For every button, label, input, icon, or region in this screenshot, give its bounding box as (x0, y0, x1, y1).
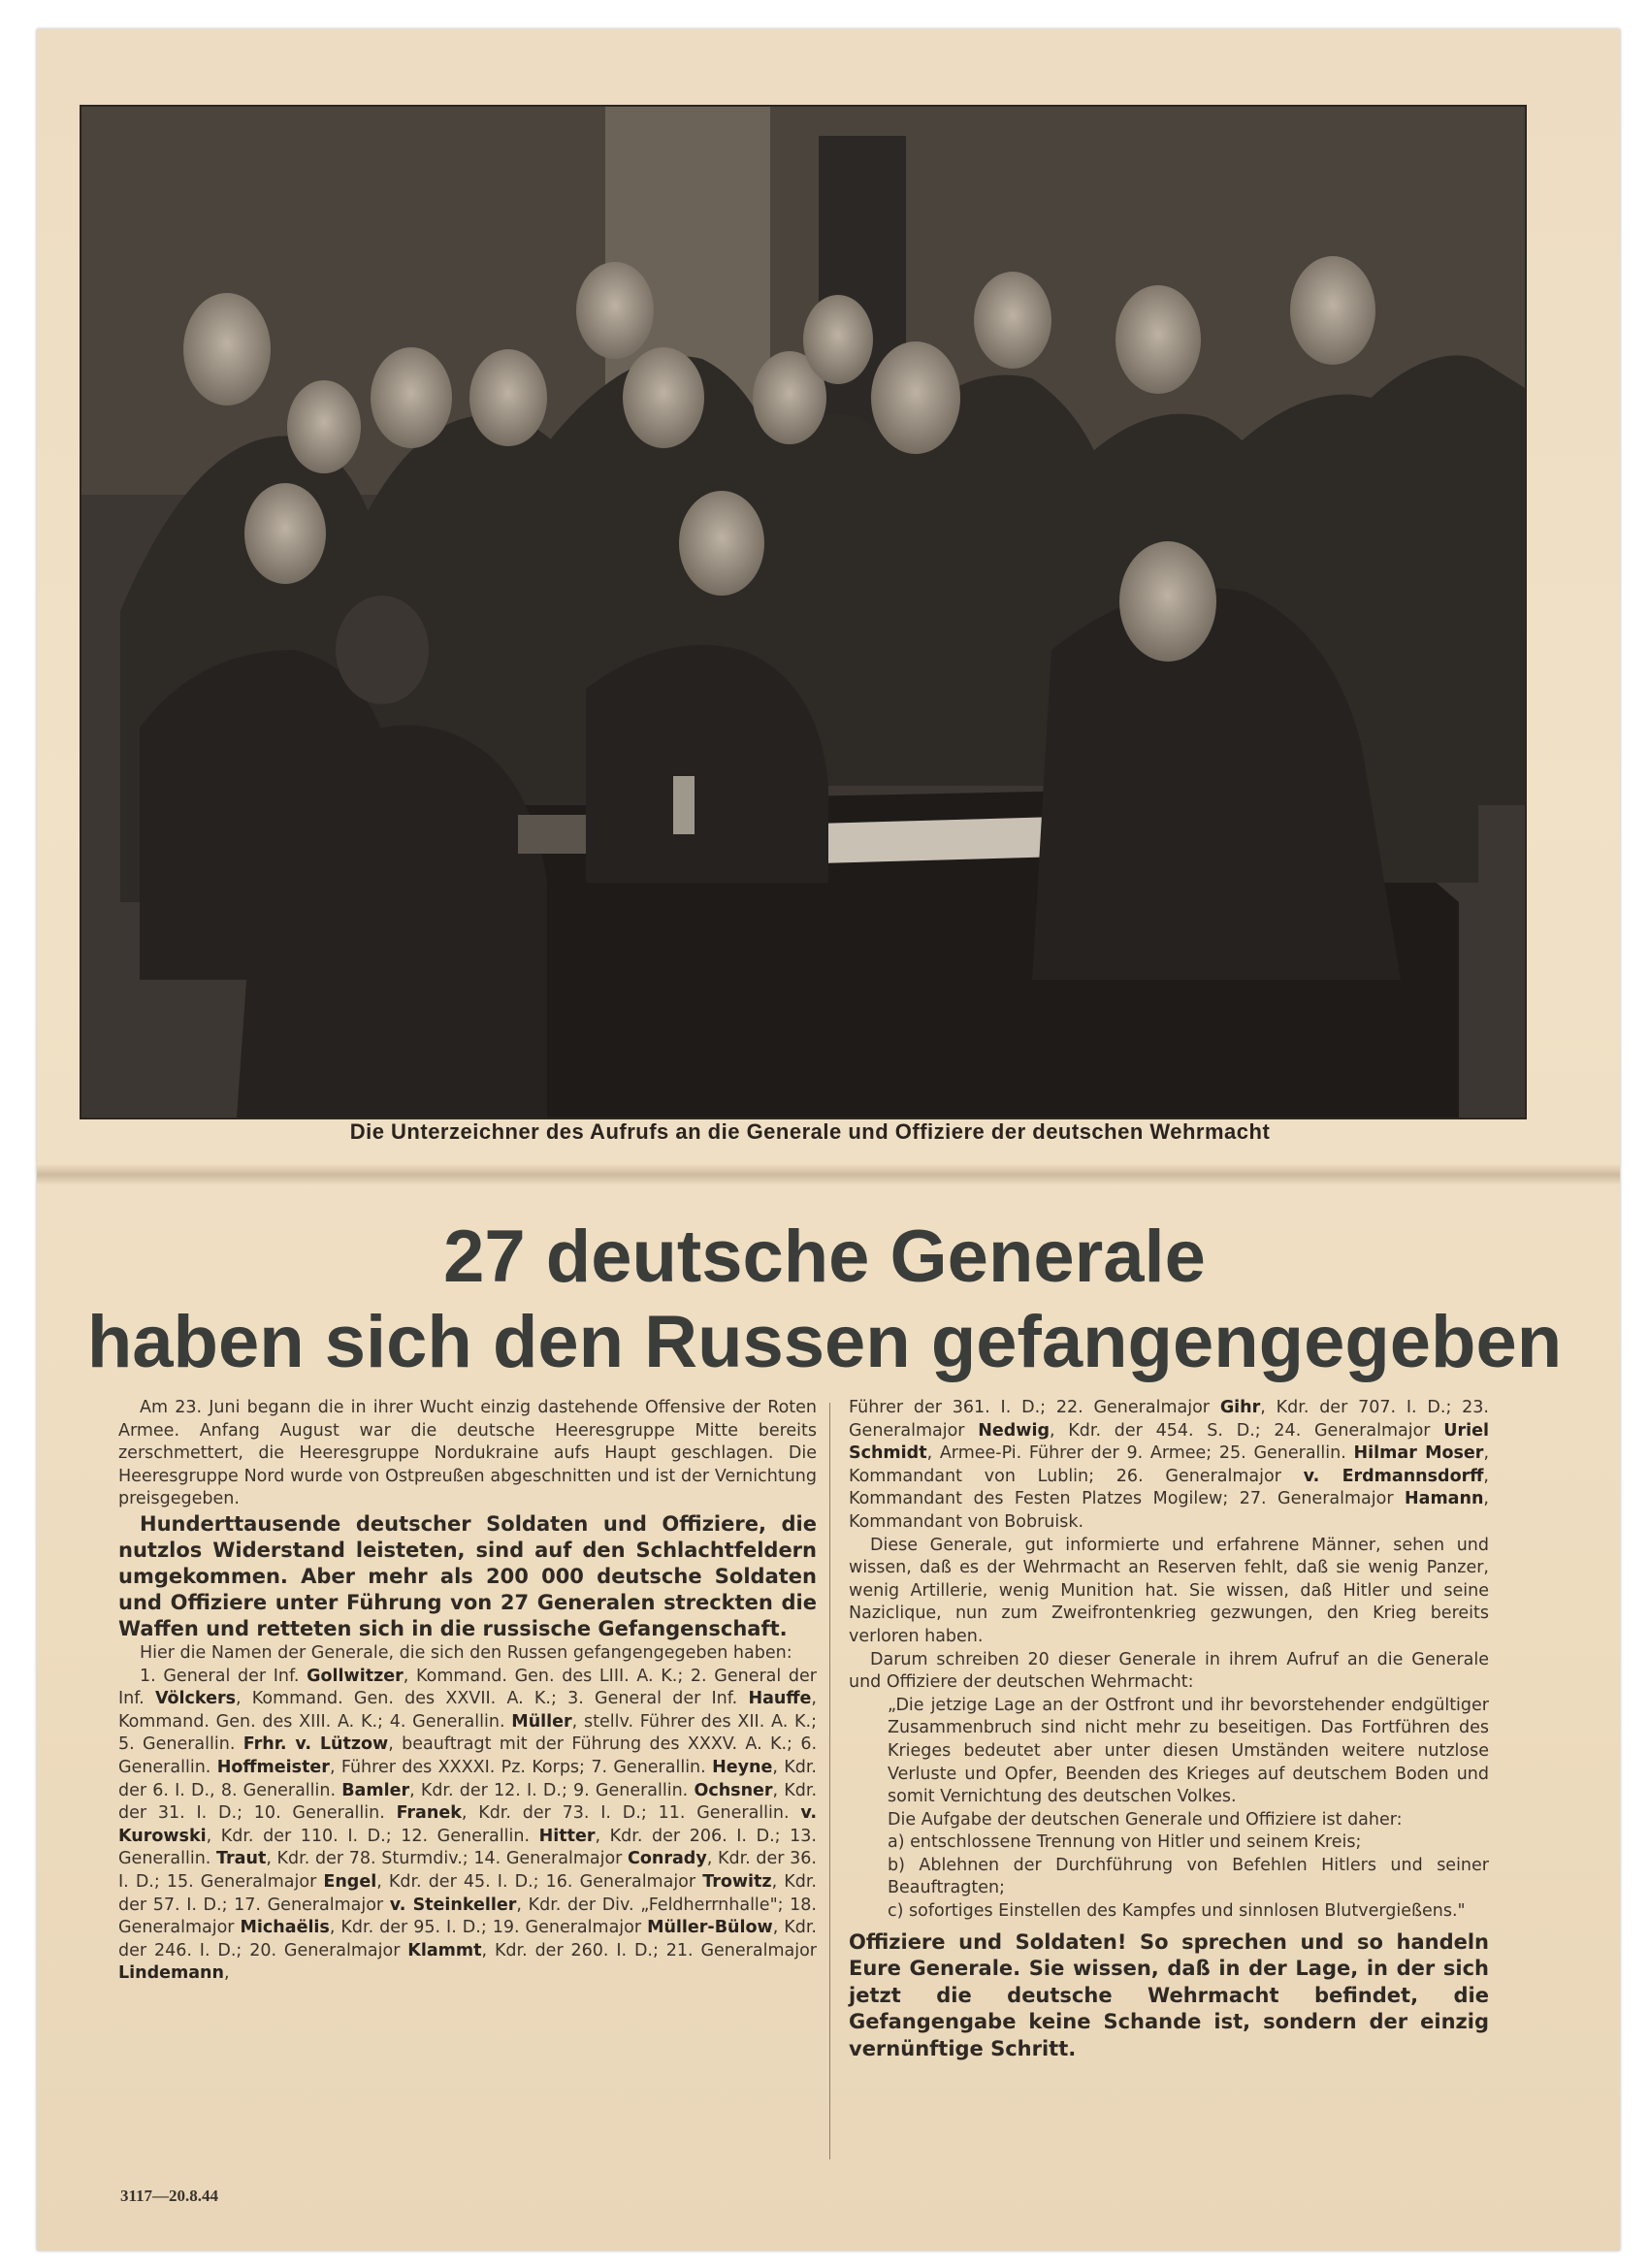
general-rank: 18. Generalmajor (118, 1895, 817, 1938)
general-command: , Kdr. der 45. I. D.; (376, 1871, 546, 1892)
general-name: v. Kurowski (118, 1803, 817, 1846)
general-name: Ochsner (694, 1780, 773, 1800)
column-divider (829, 1403, 830, 2159)
print-code: 3117—20.8.44 (120, 2187, 219, 2205)
general-name: Müller-Bülow (647, 1918, 773, 1938)
general-rank: 7. Generallin. (591, 1757, 713, 1777)
general-command: , stellv. Führer des XII. A. K.; (571, 1711, 817, 1732)
general-command: , Kdr. der 57. I. D.; (118, 1871, 817, 1915)
general-command: , Führer des XXXXI. Pz. Korps; (329, 1757, 592, 1777)
general-command: , Kdr. der 12. I. D.; (409, 1780, 574, 1800)
general-rank: 26. Generalmajor (1116, 1466, 1304, 1486)
general-name: v. Erdmannsdorff (1303, 1466, 1484, 1486)
general-command: , Kdr. der 31. I. D.; (118, 1780, 818, 1824)
general-command: , Kdr. der 6. I. D., (118, 1757, 817, 1800)
general-rank: 12. Generallin. (401, 1826, 539, 1846)
general-rank: 9. Generallin. (573, 1780, 695, 1800)
general-command: , Kdr. der 206. I. D.; (595, 1826, 791, 1846)
intro-paragraph: Am 23. Juni begann die in ihrer Wucht einzig dastehende Offensive der Roten Armee. Anfang August war die deutsche Heeresgruppe Mitte bereits zerschmettert, die Heeresgruppe Nordukraine aufs Haupt geschlagen. Die Heeresgruppe Nord wurde von Ostpreußen abgeschnitten und ist der Vernichtung preisgegeben. (118, 1398, 817, 1509)
task-item-a: a) entschlossene Trennung von Hitler und seinem Kreis; (888, 1832, 1362, 1853)
appeal-quote: „Die jetzige Lage an der Ostfront und ihr bevorstehender endgültiger Zusammenbruch sind nicht mehr zu beseitigen. Das Fortführen des Krieges bedeutet aber unter diesen Umständen weitere nutzlose Verluste und Opfer, Beenden des Krieges auf deutschem Boden und somit Vernichtung des deutschen Volkes. (888, 1695, 1489, 1807)
headline-line-2: haben sich den Russen gefangengegeben (86, 1301, 1563, 1383)
general-name: Hoffmeister (216, 1757, 330, 1777)
headline-line-1: 27 deutsche Generale (443, 1215, 1206, 1298)
general-command: , Kdr. der 73. I. D.; (461, 1803, 659, 1824)
general-name: Völckers (154, 1689, 237, 1709)
general-command: , Armee-Pi. Führer der 9. Armee; (926, 1443, 1219, 1464)
general-name: Frhr. v. Lützow (242, 1734, 389, 1755)
bold-paragraph: Hunderttausende deutscher Soldaten und Offiziere, die nutzlos Widerstand leisteten, sind auf den Schlachtfeldern umgekommen. Aber mehr als 200 000 deutsche Soldaten und Offiziere unter Führung von 27 Generalen streckten die Waffen und retteten sich in die russische Gefangenschaft. (118, 1511, 817, 1640)
general-command: , Kdr. der 707. I. D.; (1260, 1398, 1463, 1417)
general-command: , Kdr. der 246. I. D.; (118, 1918, 817, 1960)
general-command: , Kdr. der 110. I. D.; (206, 1826, 402, 1846)
general-name: Conrady (628, 1849, 707, 1869)
general-name: Nedwig (978, 1420, 1050, 1441)
general-rank: 23. Generalmajor (849, 1398, 1489, 1441)
general-rank: 10. Generallin. (253, 1803, 397, 1824)
general-rank: 11. Generallin. (658, 1803, 801, 1824)
task-item-b: b) Ablehnen der Durchführung von Befehlen Hitlers und seiner Beauftragten; (888, 1855, 1489, 1898)
general-rank: 1. General der Inf. (140, 1666, 307, 1686)
general-rank: 17. Generalmajor (234, 1895, 390, 1915)
general-command: , Kommandant von Bobruisk. (849, 1489, 1489, 1532)
general-name: Klammt (407, 1940, 482, 1960)
general-command: , Kdr. der 36. I. D.; (118, 1849, 817, 1892)
general-name: Lindemann (118, 1963, 224, 1984)
general-name: Trowitz (702, 1871, 772, 1892)
general-name: Hauffe (748, 1689, 812, 1709)
general-name: Hamann (1404, 1489, 1484, 1509)
general-rank: 24. Generalmajor (1274, 1420, 1444, 1441)
general-rank: 16. Generalmajor (545, 1871, 703, 1892)
general-name: Franek (396, 1803, 462, 1824)
generals-list (118, 1666, 817, 1986)
left-column (118, 1397, 817, 1986)
general-command: , Kdr. der 95. I. D.; (329, 1918, 493, 1938)
general-command: , Kommand. Gen. des LIII. A. K.; (403, 1666, 691, 1686)
general-name: Gihr (1219, 1398, 1261, 1417)
task-statement: Die Aufgabe der deutschen Generale und Offiziere ist daher: (888, 1809, 1403, 1830)
general-command: , (223, 1963, 230, 1984)
general-rank: Führer der 361. I. D.; 22. Generalmajor (849, 1398, 1220, 1417)
photo-caption: Die Unterzeichner des Aufrufs an die Generale und Offiziere der deutschen Wehrmacht (349, 1119, 1271, 1144)
general-command: , beauftragt mit der Führung des XXXV. A. K.; (388, 1734, 801, 1755)
general-command: , Kdr. der 454. S. D.; (1049, 1420, 1275, 1441)
general-command: , Kdr. der Div. „Feldherrnhalle"; (516, 1895, 791, 1915)
general-name: Engel (323, 1871, 377, 1892)
general-rank: 2. General der Inf. (118, 1666, 817, 1709)
general-name: Michaëlis (240, 1918, 330, 1938)
general-name: Heyne (712, 1757, 773, 1777)
general-rank: 21. Generalmajor (665, 1940, 817, 1960)
names-intro: Hier die Namen der Generale, die sich den Russen gefangengegeben haben: (140, 1642, 792, 1663)
general-rank: 13. Generallin. (118, 1826, 817, 1869)
general-rank: 19. Generalmajor (492, 1918, 648, 1938)
general-command: , Kommand. Gen. des XIII. A. K.; (118, 1689, 817, 1732)
general-rank: 14. Generalmajor (473, 1849, 629, 1869)
general-rank: 4. Generallin. (389, 1711, 512, 1732)
general-rank: 15. Generalmajor (166, 1871, 324, 1892)
general-name: v. Steinkeller (389, 1895, 517, 1915)
general-command: , Kdr. der 78. Sturmdiv.; (266, 1849, 474, 1869)
general-command: , Kdr. der 260. I. D.; (481, 1940, 666, 1960)
general-command: , Kommand. Gen. des XXVII. A. K.; (236, 1689, 568, 1709)
general-name: Gollwitzer (307, 1666, 404, 1686)
general-command: , Kommandant des Festen Platzes Mogilew; (849, 1466, 1489, 1509)
right-column (849, 1397, 1489, 2062)
general-name: Uriel Schmidt (849, 1420, 1489, 1464)
general-command: , Kommandant von Lublin; (849, 1443, 1490, 1486)
general-rank: 6. Generallin. (118, 1734, 818, 1777)
general-rank: 20. Generalmajor (249, 1940, 408, 1960)
generals-list-continued (849, 1397, 1489, 1535)
general-rank: 25. Generallin. (1218, 1443, 1354, 1464)
paragraph-appeal: Darum schreiben 20 dieser Generale in ihrem Aufruf an die Generale und Offiziere der deutschen Wehrmacht: (849, 1649, 1489, 1693)
task-item-c: c) sofortiges Einstellen des Kampfes und sinnlosen Blutvergießens." (888, 1901, 1466, 1922)
general-rank: 5. Generallin. (118, 1734, 243, 1755)
general-rank: 3. General der Inf. (567, 1689, 749, 1709)
general-name: Traut (216, 1849, 267, 1869)
paragraph-informed: Diese Generale, gut informierte und erfahrene Männer, sehen und wissen, daß es der Wehrmacht an Reserven fehlt, daß sie wenig Panzer, wenig Artillerie, wenig Munition hat. Sie wissen, daß Hitler und seine Naziclique, nun zum Zweifrontenkrieg gezwungen, den Krieg bereits verloren haben. (849, 1535, 1489, 1646)
general-name: Bamler (341, 1780, 410, 1800)
general-rank: 8. Generallin. (220, 1780, 342, 1800)
general-name: Hilmar Moser (1353, 1443, 1484, 1464)
general-name: Hitter (538, 1826, 596, 1846)
photo-illustration (81, 107, 1525, 1118)
closing-paragraph: Offiziere und Soldaten! So sprechen und so handeln Eure Generale. Sie wissen, daß in der Lage, in der sich jetzt die deutsche Wehrmacht befindet, die Gefangengabe keine Schande ist, sondern der einzig vernünftige Schritt. (849, 1929, 1489, 2060)
group-photo (80, 105, 1527, 1119)
general-name: Müller (511, 1711, 572, 1732)
general-rank: 27. Generalmajor (1239, 1489, 1405, 1509)
